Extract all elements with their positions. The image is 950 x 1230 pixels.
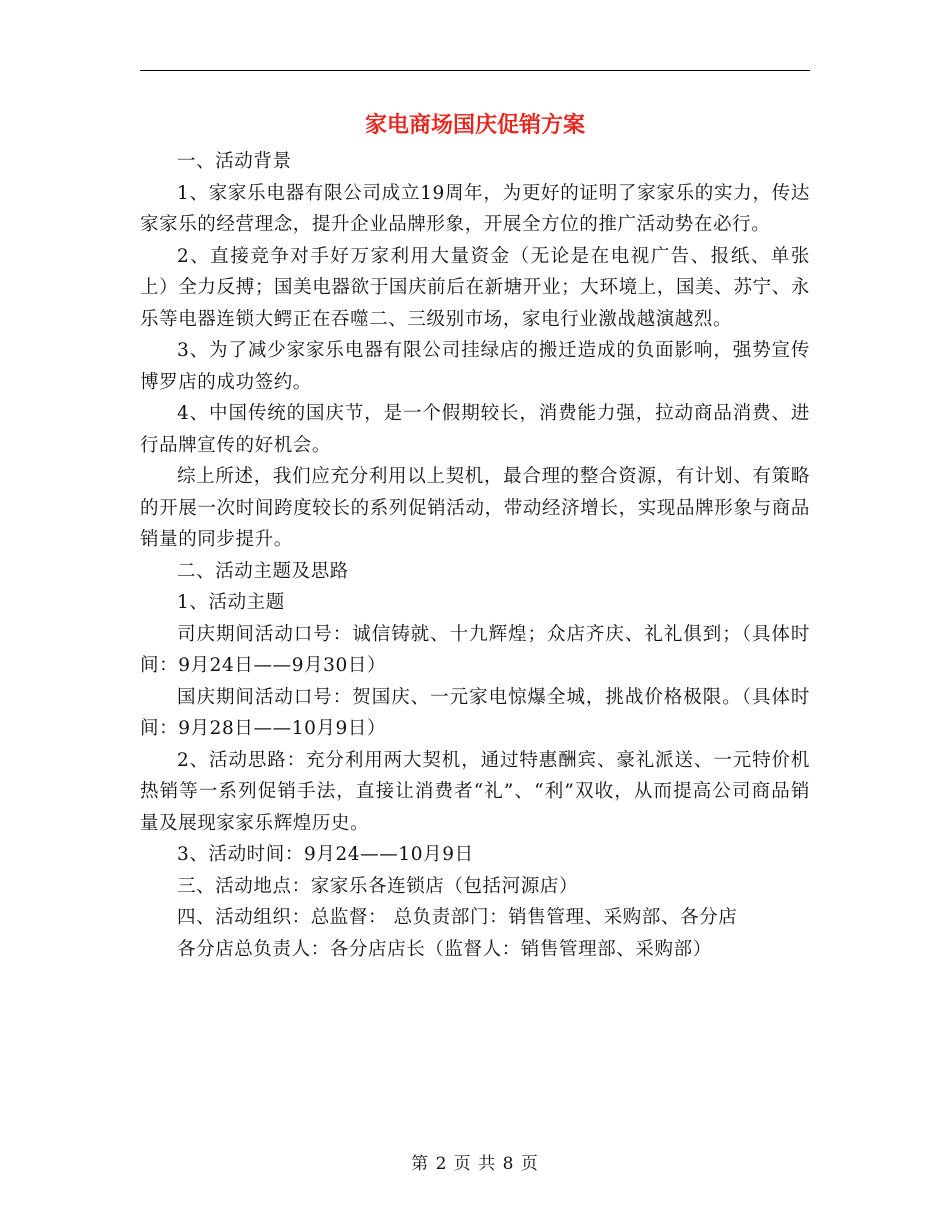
section-heading-background: 一、活动背景: [177, 151, 292, 172]
document-body: [140, 146, 810, 965]
paragraph: 国庆期间活动口号：贺国庆、一元家电惊爆全城，挑战价格极限。（具体时间：9月28日——10月9日）: [140, 686, 810, 739]
paragraph: 3、活动时间：9月24——10月9日: [177, 844, 474, 865]
section-heading-location: 三、活动地点：家家乐各连锁店（包括河源店）: [177, 875, 579, 897]
paragraph: 综上所述，我们应充分利用以上契机，最合理的整合资源，有计划、有策略的开展一次时间跨度较长的系列促销活动，带动经济增长，实现品牌形象与商品销量的同步提升。: [140, 466, 810, 550]
paragraph: 2、活动思路：充分利用两大契机，通过特惠酬宾、豪礼派送、一元特价机热销等一系列促销手法，直接让消费者“礼”、“利”双收，从而提高公司商品销量及展现家家乐辉煌历史。: [140, 749, 810, 834]
section-heading-theme: 二、活动主题及思路: [177, 560, 349, 582]
paragraph: 1、家家乐电器有限公司成立19周年，为更好的证明了家家乐的实力，传达家家乐的经营理念，提升企业品牌形象，开展全方位的推广活动势在必行。: [140, 182, 810, 235]
page-number: 第 2 页 共 8 页: [411, 1154, 539, 1174]
header-rule: [140, 70, 810, 71]
paragraph: 各分店总负责人：各分店店长（监督人：销售管理部、采购部）: [177, 938, 712, 960]
paragraph: 4、中国传统的国庆节，是一个假期较长，消费能力强，拉动商品消费、进行品牌宣传的好机会。: [140, 403, 810, 456]
paragraph: 司庆期间活动口号：诚信铸就、十九辉煌；众店齐庆、礼礼俱到；（具体时间：9月24日——9月30日）: [140, 623, 810, 676]
subheading-theme: 1、活动主题: [177, 592, 285, 613]
paragraph: 2、直接竞争对手好万家利用大量资金（无论是在电视广告、报纸、单张上）全力反搏；国美电器欲于国庆前后在新塘开业；大环境上，国美、苏宁、永乐等电器连锁大鳄正在吞噬二、三级别市场，家电行业激战越演越烈。: [140, 245, 810, 330]
paragraph: 3、为了减少家家乐电器有限公司挂绿店的搬迁造成的负面影响，强势宣传博罗店的成功签约。: [140, 340, 810, 393]
document-title: 家电商场国庆促销方案: [364, 112, 585, 138]
section-heading-organization: 四、活动组织：总监督： 总负责部门：销售管理、采购部、各分店: [177, 907, 738, 928]
